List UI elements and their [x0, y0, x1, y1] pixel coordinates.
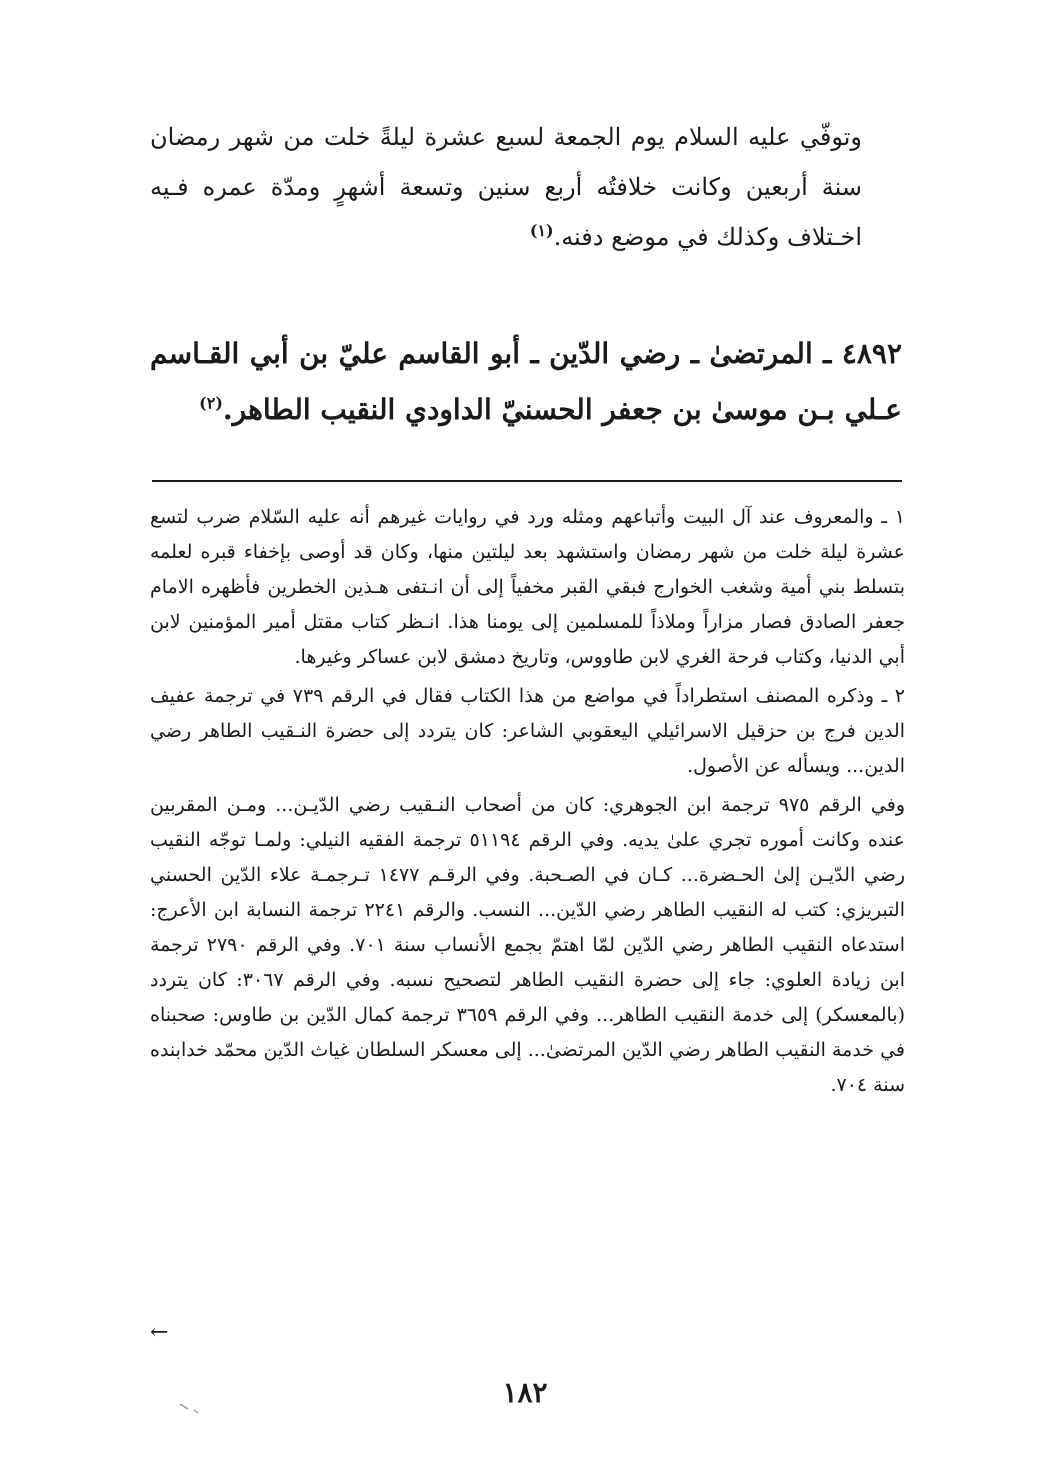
footnote-separator	[152, 480, 902, 482]
footnote-1: ١ ـ والمعروف عند آل البيت وأتباعهم ومثله ورد في روايات غيرهم أنه عليه السّلام ضرب لتسع عشرة ليلة خلت من شهر رمضان واستشهد بعد ليلتين منها، وكان قد أوصى بإخفاء قبره لعلمه بتسلط بني أمية وشغب الخوارج فبقي القبر مخفياً إلى أن انـتفى هـذين الخطرين فأظهره الامام جعفر الصادق فصار مزاراً وملاذاً للمسلمين إلى يومنا هذا. انـظر كتاب مقتل أمير المؤمنين لابن أبي الدنيا، وكتاب فرحة الغري لابن طاووس، وتاريخ دمشق لابن عساكر وغيرها.	[150, 506, 905, 668]
footnotes	[150, 500, 905, 1107]
entry-heading	[150, 326, 902, 438]
scan-smudge	[178, 1400, 208, 1416]
footnote-2-continued: وفي الرقم ٩٧٥ ترجمة ابن الجوهري: كان من أصحاب النـقيب رضي الدّيـن... ومـن المقربين عنده وكانت أموره تجري علىٰ يديه. وفي الرقم ٥١١٩٤ ترجمة الفقيه النيلي: ولمـا توجّه النقيب رضي الدّيـن إلىٰ الحـضرة... كـان في الصـحبة. وفي الرقـم ١٤٧٧ تـرجمـة علاء الدّين الحسني التبريزي: كتب له النقيب الطاهر رضي الدّين... النسب. والرقم ٢٢٤١ ترجمة النسابة ابن الأعرج: استدعاه النقيب الطاهر رضي الدّين لمّا اهتمّ بجمع الأنساب سنة ٧٠١. وفي الرقم ٢٧٩٠ ترجمة ابن زيادة العلوي: جاء إلى حضرة النقيب الطاهر لتصحيح نسبه. وفي الرقم ٣٠٦٧: كان يتردد (بالمعسكر) إلى خدمة النقيب الطاهر... وفي الرقم ٣٦٥٩ ترجمة كمال الدّين بن طاوس: صحبناه في خدمة النقيب الطاهر رضي الدّين المرتضىٰ... إلى معسكر السلطان غياث الدّين محمّد خدابنده سنة ٧٠٤.	[150, 794, 906, 1096]
intro-paragraph	[150, 112, 862, 262]
intro-text: وتوفّي عليه السلام يوم الجمعة لسبع عشرة ليلةً خلت من شهر رمضان سنة أربعين وكانت خلافتُه أربع سنين وتسعة أشهرٍ ومدّة عمره فـيه اخـتلاف وكذلك في موضع دفنه.	[150, 123, 862, 251]
page-number: ١٨٢	[502, 1376, 548, 1409]
footnote-ref-2: (٢)	[199, 393, 223, 413]
footnote-2: ٢ ـ وذكره المصنف استطراداً في مواضع من هذا الكتاب فقال في الرقم ٧٣٩ في ترجمة عفيف الدين فرج بن حزقيل الاسرائيلي اليعقوبي الشاعر: كان يتردد إلى حضرة النـقيب الطاهر رضي الدين... ويسأله عن الأصول.	[150, 685, 905, 777]
continuation-arrow-icon: ←	[150, 1320, 169, 1345]
footnote-ref-1: (١)	[529, 221, 554, 240]
entry-heading-text: ٤٨٩٢ ـ المرتضىٰ ـ رضي الدّين ـ أبو القاسم عليّ بن أبي القـاسم عـلي بـن موسىٰ بن جعفر الحسنيّ الداودي النقيب الطاهر.	[150, 337, 902, 426]
